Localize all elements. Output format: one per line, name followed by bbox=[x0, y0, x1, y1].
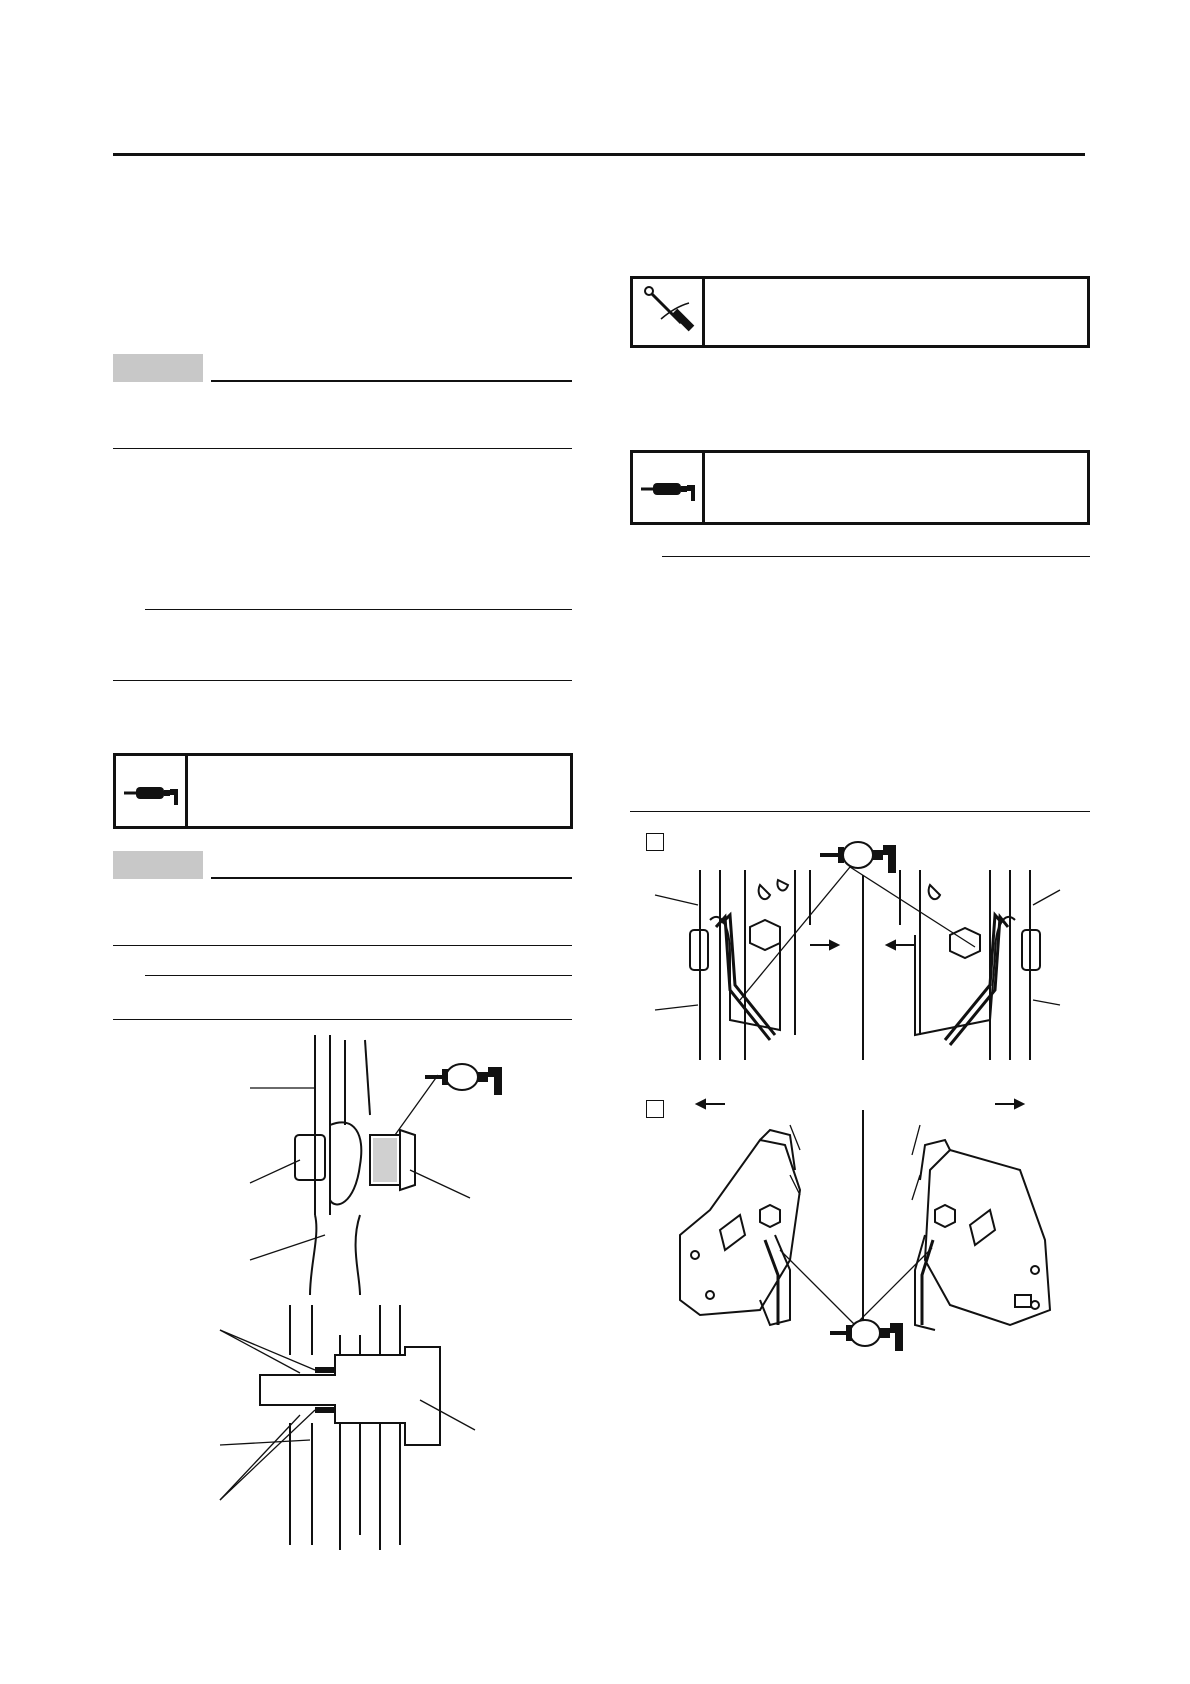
torque-icon-cell bbox=[633, 279, 705, 345]
note-2-end-rule bbox=[113, 945, 572, 946]
grease-gun-icon bbox=[641, 477, 697, 501]
chain-puller-side-illustration bbox=[230, 1035, 520, 1295]
tip-2-rule bbox=[145, 975, 572, 976]
tip-3-end-rule bbox=[630, 811, 1090, 812]
torque-box bbox=[630, 276, 1090, 348]
frame-guide-illustration-a bbox=[650, 835, 1090, 1065]
bolt-collar-cross-section bbox=[220, 1305, 480, 1550]
frame-guide-illustration-b bbox=[650, 1110, 1090, 1360]
grease-gun-icon bbox=[124, 781, 180, 805]
note-tag-rule bbox=[211, 380, 572, 382]
lubricant-box-left bbox=[113, 753, 573, 829]
note-tag-2-rule bbox=[211, 877, 572, 879]
lubricant-icon-cell-right bbox=[633, 453, 705, 522]
note-tag bbox=[113, 354, 203, 382]
tip-rule bbox=[145, 609, 572, 610]
torque-wrench-icon bbox=[641, 283, 697, 341]
lubricant-icon-cell bbox=[116, 756, 188, 826]
tip-end-rule bbox=[113, 680, 572, 681]
note-end-rule bbox=[113, 448, 572, 449]
tip-2-end-rule bbox=[113, 1019, 572, 1020]
page-header-rule bbox=[113, 153, 1085, 156]
note-tag-2 bbox=[113, 851, 203, 879]
lubricant-box-right bbox=[630, 450, 1090, 525]
tip-3-rule bbox=[662, 556, 1090, 557]
